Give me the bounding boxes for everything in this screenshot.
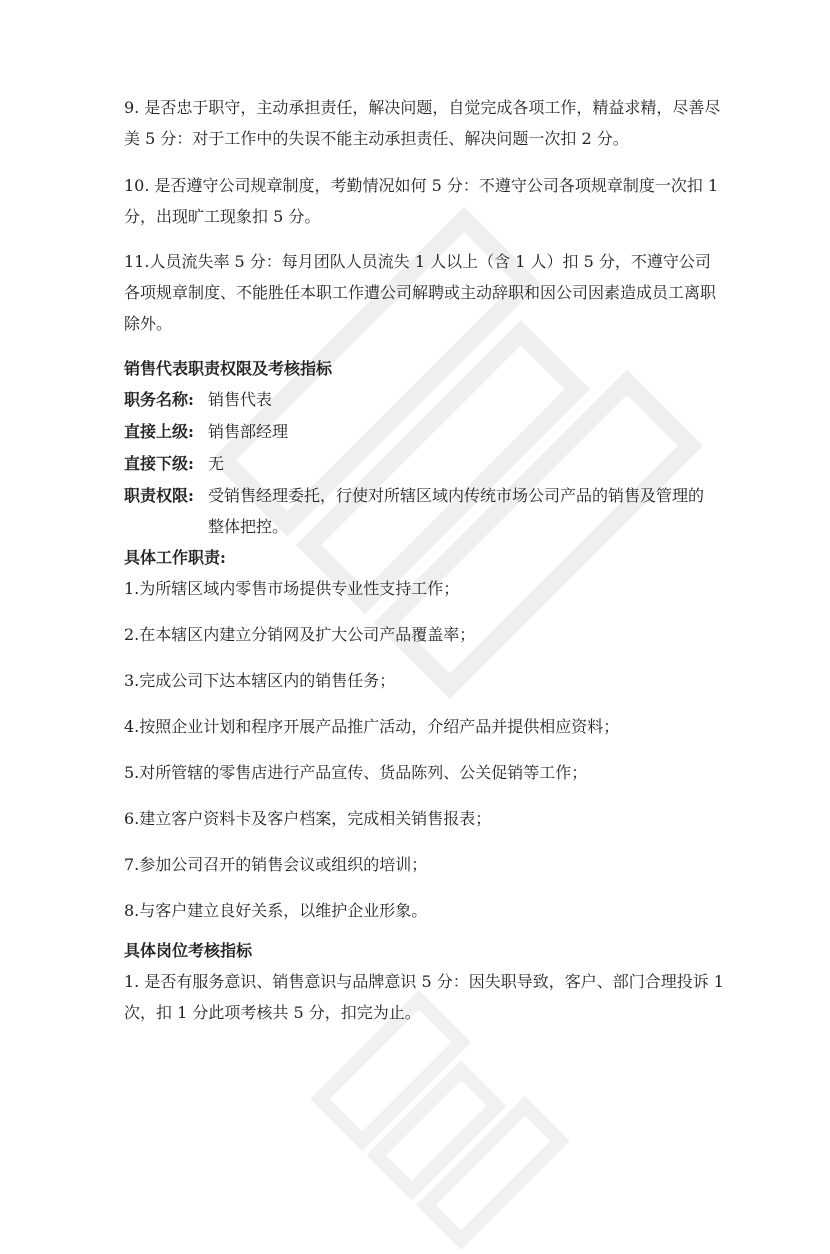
field-subordinate-value: 无 xyxy=(208,454,225,473)
field-authority-value: 受销售经理委托，行使对所辖区域内传统市场公司产品的销售及管理的整体把控。 xyxy=(208,486,705,536)
kpi-item-1: 1. 是否有服务意识、销售意识与品牌意识 5 分：因失职导致，客户、部门合理投诉 1 次，扣 1 分此项考核共 5 分，扣完为止。 xyxy=(124,972,724,1022)
paragraph-item-11: 11.人员流失率 5 分：每月团队人员流失 1 人以上（含 1 人）扣 5 分，不遵守公司各项规章制度、不能胜任本职工作遭公司解聘或主动辞职和因公司因素造成员工离职除外。 xyxy=(124,252,717,333)
duty-item-8: 8.与客户建立良好关系，以维护企业形象。 xyxy=(124,901,428,920)
section-title: 销售代表职责权限及考核指标 xyxy=(124,359,333,378)
paragraph-item-9: 9. 是否忠于职守，主动承担责任，解决问题，自觉完成各项工作，精益求精，尽善尽美 5 分：对于工作中的失误不能主动承担责任、解决问题一次扣 2 分。 xyxy=(124,98,721,148)
field-position-value: 销售代表 xyxy=(208,390,273,409)
duty-item-6: 6.建立客户资料卡及客户档案，完成相关销售报表； xyxy=(124,809,492,828)
duty-item-1: 1.为所辖区域内零售市场提供专业性支持工作； xyxy=(124,579,460,598)
paragraph-item-10: 10. 是否遵守公司规章制度，考勤情况如何 5 分：不遵守公司各项规章制度一次扣 1 分，出现旷工现象扣 5 分。 xyxy=(124,176,719,226)
field-authority-label: 职责权限: xyxy=(124,486,194,505)
duty-item-5: 5.对所管辖的零售店进行产品宣传、货品陈列、公关促销等工作； xyxy=(124,763,588,782)
field-position-label: 职务名称: xyxy=(124,390,194,409)
duty-item-7: 7.参加公司召开的销售会议或组织的培训； xyxy=(124,855,428,874)
field-subordinate-label: 直接下级: xyxy=(124,454,194,473)
duty-item-2: 2.在本辖区内建立分销网及扩大公司产品覆盖率； xyxy=(124,625,476,644)
field-superior-value: 销售部经理 xyxy=(208,422,289,441)
duties-title: 具体工作职责: xyxy=(124,548,226,567)
duty-item-4: 4.按照企业计划和程序开展产品推广活动，介绍产品并提供相应资料； xyxy=(124,717,620,736)
kpi-title: 具体岗位考核指标 xyxy=(124,941,253,960)
duty-item-3: 3.完成公司下达本辖区内的销售任务； xyxy=(124,671,396,690)
field-superior-label: 直接上级: xyxy=(124,422,194,441)
